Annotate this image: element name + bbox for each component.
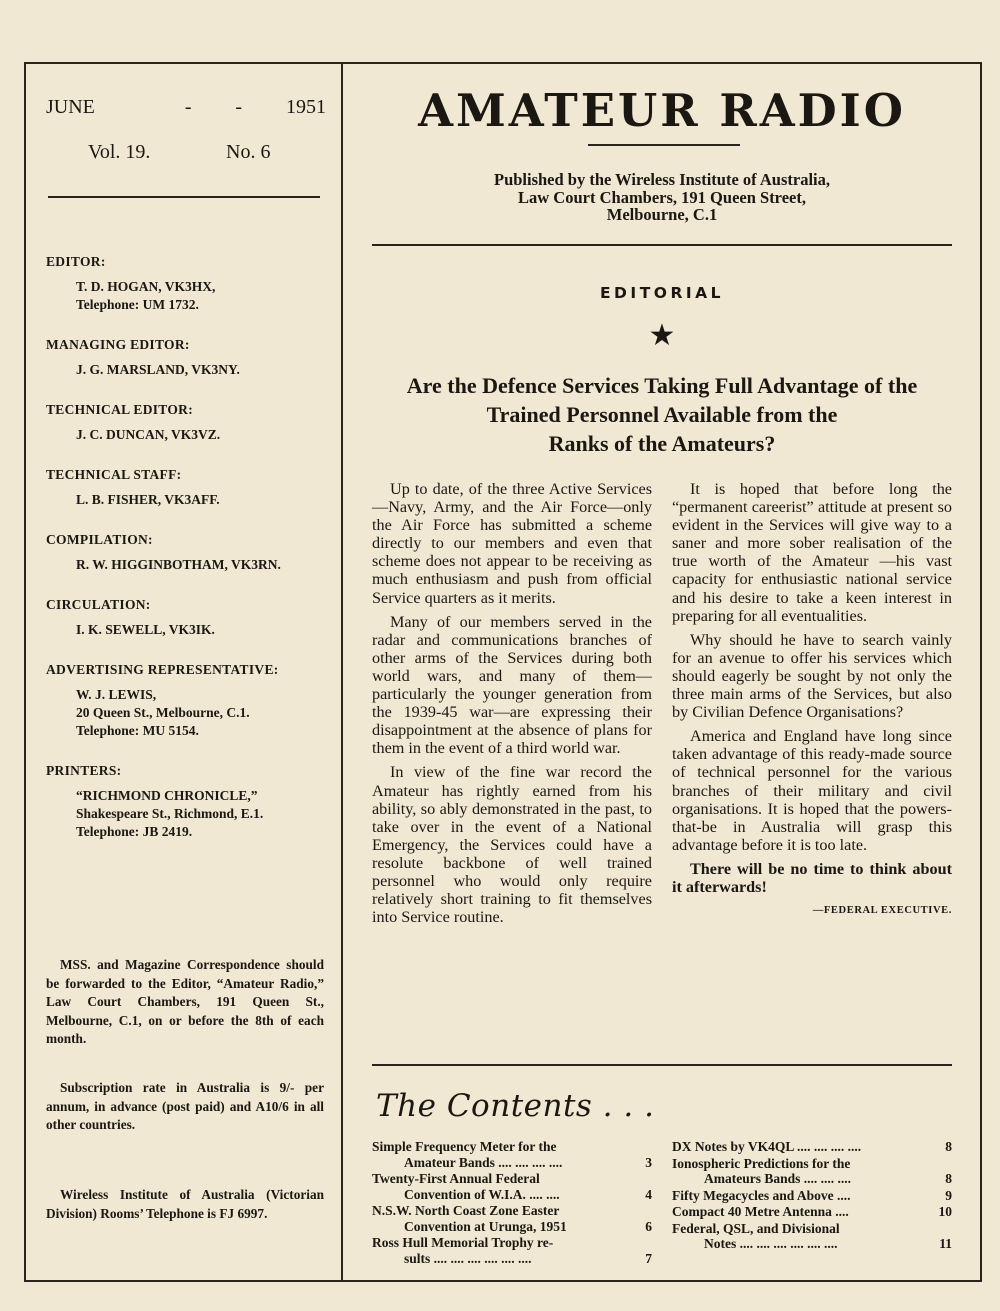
staff-details (46, 556, 326, 574)
contents-entry-continuation: sults .... .... .... .... .... .... (404, 1250, 532, 1266)
editorial-paragraph: It is hoped that before long the “permanent careerist” attitude at present so evident in the Services will give way to a saner and more sober realisation of the true worth of the Amateur —his vast capacity for enthusiastic national service and his desire to take a keen interest in preparing for all eventualities. (672, 480, 952, 625)
headline-line: Ranks of the Amateurs? (548, 431, 776, 456)
editorial-headline (362, 371, 962, 458)
editorial-column-left (372, 480, 652, 932)
editorial-paragraph: Why should he have to search vainly for an avenue to offer his services which should eagerly be sought by not only the three main arms of the Services, but also by Civilian Defence Organisations? (672, 630, 952, 722)
staff-detail-line: Telephone: MU 5154. (76, 723, 199, 738)
staff-role: CIRCULATION: (46, 597, 151, 612)
staff-list (46, 254, 326, 841)
rooms-telephone-note: Wireless Institute of Australia (Victorian Division) Rooms’ Telephone is FJ 6997. (46, 1187, 324, 1221)
contents-entry-title: Compact 40 Metre Antenna .... (672, 1204, 849, 1219)
contents-entry-continuation: Amateur Bands .... .... .... .... (404, 1154, 563, 1170)
contents-page-number: 4 (645, 1186, 652, 1202)
contents-list-left (372, 1139, 652, 1267)
issue-date (46, 96, 326, 119)
contents-entry (672, 1188, 952, 1204)
contents-entry-title: Federal, QSL, and Divisional (672, 1220, 840, 1236)
contents-entry-continuation: Notes .... .... .... .... .... .... (704, 1236, 838, 1251)
subscription-note: Subscription rate in Australia is 9/- per annum, in advance (post paid) and A10/6 in all other countries. (46, 1080, 324, 1132)
editorial-paragraph: In view of the fine war record the Amateur has rightly earned from his ability, so ably demonstrated in the past, to take over in the event of a National Emergency, the Services could have a resolute backbone of well trained personnel who would only require relatively short training to fit themselves into Service routine. (372, 763, 652, 927)
contents-entry (372, 1171, 652, 1202)
headline-line: Are the Defence Services Taking Full Advantage of the (406, 373, 918, 398)
contents-page-number: 3 (645, 1154, 652, 1170)
staff-details (46, 426, 326, 444)
contents-entry-title: Simple Frequency Meter for the (372, 1139, 557, 1154)
editorial-closing: There will be no time to think about it afterwards! (672, 859, 952, 896)
contents-page-number: 10 (938, 1204, 952, 1219)
issue-dash: - (235, 96, 243, 118)
staff-detail-line: “RICHMOND CHRONICLE,” (76, 788, 258, 803)
issue-month: JUNE (46, 96, 95, 118)
staff-detail-line: J. G. MARSLAND, VK3NY. (76, 362, 240, 377)
staff-role: EDITOR: (46, 254, 106, 269)
staff-details (46, 491, 326, 509)
contents-page-number: 11 (939, 1236, 952, 1251)
staff-detail-line: Shakespeare St., Richmond, E.1. (76, 806, 264, 821)
masthead-bottom-rule (372, 244, 952, 246)
contents-entry (672, 1204, 952, 1220)
star-icon: ★ (648, 319, 676, 352)
contents-entry (372, 1203, 652, 1234)
staff-detail-line: T. D. HOGAN, VK3HX, (76, 279, 216, 294)
left-column (46, 96, 326, 841)
issue-year: 1951 (286, 96, 326, 118)
issue-number: No. 6 (226, 141, 271, 163)
staff-detail-line: J. C. DUNCAN, VK3VZ. (76, 427, 221, 442)
contents-entry-continuation: Convention at Urunga, 1951 (404, 1218, 567, 1234)
editorial-label: EDITORIAL (599, 284, 725, 302)
publisher-line: Law Court Chambers, 191 Queen Street, (518, 187, 806, 207)
contents-entry (672, 1156, 952, 1187)
masthead-title: AMATEUR RADIO (418, 84, 906, 137)
staff-details (46, 787, 326, 841)
staff-detail-line: R. W. HIGGINBOTHAM, VK3RN. (76, 557, 281, 572)
left-rule (48, 196, 320, 198)
editorial-paragraph: Many of our members served in the radar and communications branches of other arms of the Services during both world wars, and many of them—particularly the younger generation from the 1939-45 war—are expressing their disappointment at the absence of plans for them in the event of a third world war. (372, 612, 652, 758)
contents-entry-title: Ionospheric Predictions for the (672, 1155, 851, 1171)
staff-detail-line: 20 Queen St., Melbourne, C.1. (76, 705, 250, 720)
contents-entry-title: Ross Hull Memorial Trophy re- (372, 1235, 554, 1250)
publisher-line: Melbourne, C.1 (606, 205, 718, 224)
staff-detail-line: Telephone: UM 1732. (76, 297, 199, 312)
correspondence-note: MSS. and Magazine Correspondence should be forwarded to the Editor, “Amateur Radio,” Law Court Chambers, 191 Queen St., Melbourne, C.1, on or before the 8th of each month. (46, 957, 324, 1046)
contents-entry-title: DX Notes by VK4QL .... .... .... .... (672, 1139, 862, 1154)
staff-role: MANAGING EDITOR: (46, 337, 190, 352)
editorial-paragraph: Up to date, of the three Active Services—Navy, Army, and the Air Force—only the Air Force has submitted a scheme directly to our members and even that scheme does not appear to be receiving as much enthusiasm and push from official Service quarters as it merits. (372, 480, 652, 607)
contents-entry (372, 1139, 652, 1170)
issue-volume-row (46, 141, 326, 164)
masthead-rule (588, 144, 740, 146)
contents-page-number: 9 (945, 1187, 952, 1203)
staff-role: PRINTERS: (46, 763, 122, 778)
staff-role: TECHNICAL STAFF: (46, 467, 182, 482)
publisher-block (372, 171, 952, 224)
staff-detail-line: L. B. FISHER, VK3AFF. (76, 492, 220, 507)
headline-line: Trained Personnel Available from the (486, 402, 838, 427)
contents-entry-title: N.S.W. North Coast Zone Easter (372, 1203, 560, 1218)
staff-role: TECHNICAL EDITOR: (46, 402, 194, 417)
contents-entry-title: Twenty-First Annual Federal (372, 1171, 540, 1186)
contents-top-rule (372, 1064, 952, 1066)
staff-details (46, 361, 326, 379)
contents-entry-title: Fifty Megacycles and Above .... (672, 1187, 851, 1203)
contents-page-number: 6 (645, 1218, 652, 1234)
issue-volume: Vol. 19. (88, 141, 151, 163)
contents-entry (372, 1235, 652, 1266)
contents-entry-continuation: Amateurs Bands .... .... .... (704, 1171, 852, 1186)
staff-role: ADVERTISING REPRESENTATIVE: (46, 662, 279, 677)
column-divider (341, 62, 343, 1282)
staff-role: COMPILATION: (46, 532, 153, 547)
contents-entry-continuation: Convention of W.I.A. .... .... (404, 1186, 560, 1202)
editorial-signoff: —FEDERAL EXECUTIVE. (812, 905, 952, 917)
contents-title: The Contents . . . (376, 1088, 655, 1124)
staff-detail-line: I. K. SEWELL, VK3IK. (76, 622, 215, 637)
editorial-paragraph: America and England have long since taken advantage of this ready-made source of technical personnel for the various branches of their military and civil organisations. It is hoped that the powers-that-be in Australia will grasp this advantage before it is too late. (672, 727, 952, 854)
publisher-line: Published by the Wireless Institute of Australia, (493, 170, 830, 189)
contents-entry (672, 1221, 952, 1252)
issue-dash: - (184, 96, 192, 118)
contents-list-right (672, 1139, 952, 1253)
staff-detail-line: W. J. LEWIS, (76, 687, 157, 702)
staff-details (46, 621, 326, 639)
staff-detail-line: Telephone: JB 2419. (76, 824, 193, 839)
contents-entry (672, 1139, 952, 1155)
contents-page-number: 7 (645, 1250, 652, 1266)
contents-page-number: 8 (945, 1171, 952, 1186)
staff-details (46, 686, 326, 740)
contents-page-number: 8 (945, 1139, 952, 1154)
editorial-column-right (672, 480, 952, 920)
staff-details (46, 278, 326, 314)
